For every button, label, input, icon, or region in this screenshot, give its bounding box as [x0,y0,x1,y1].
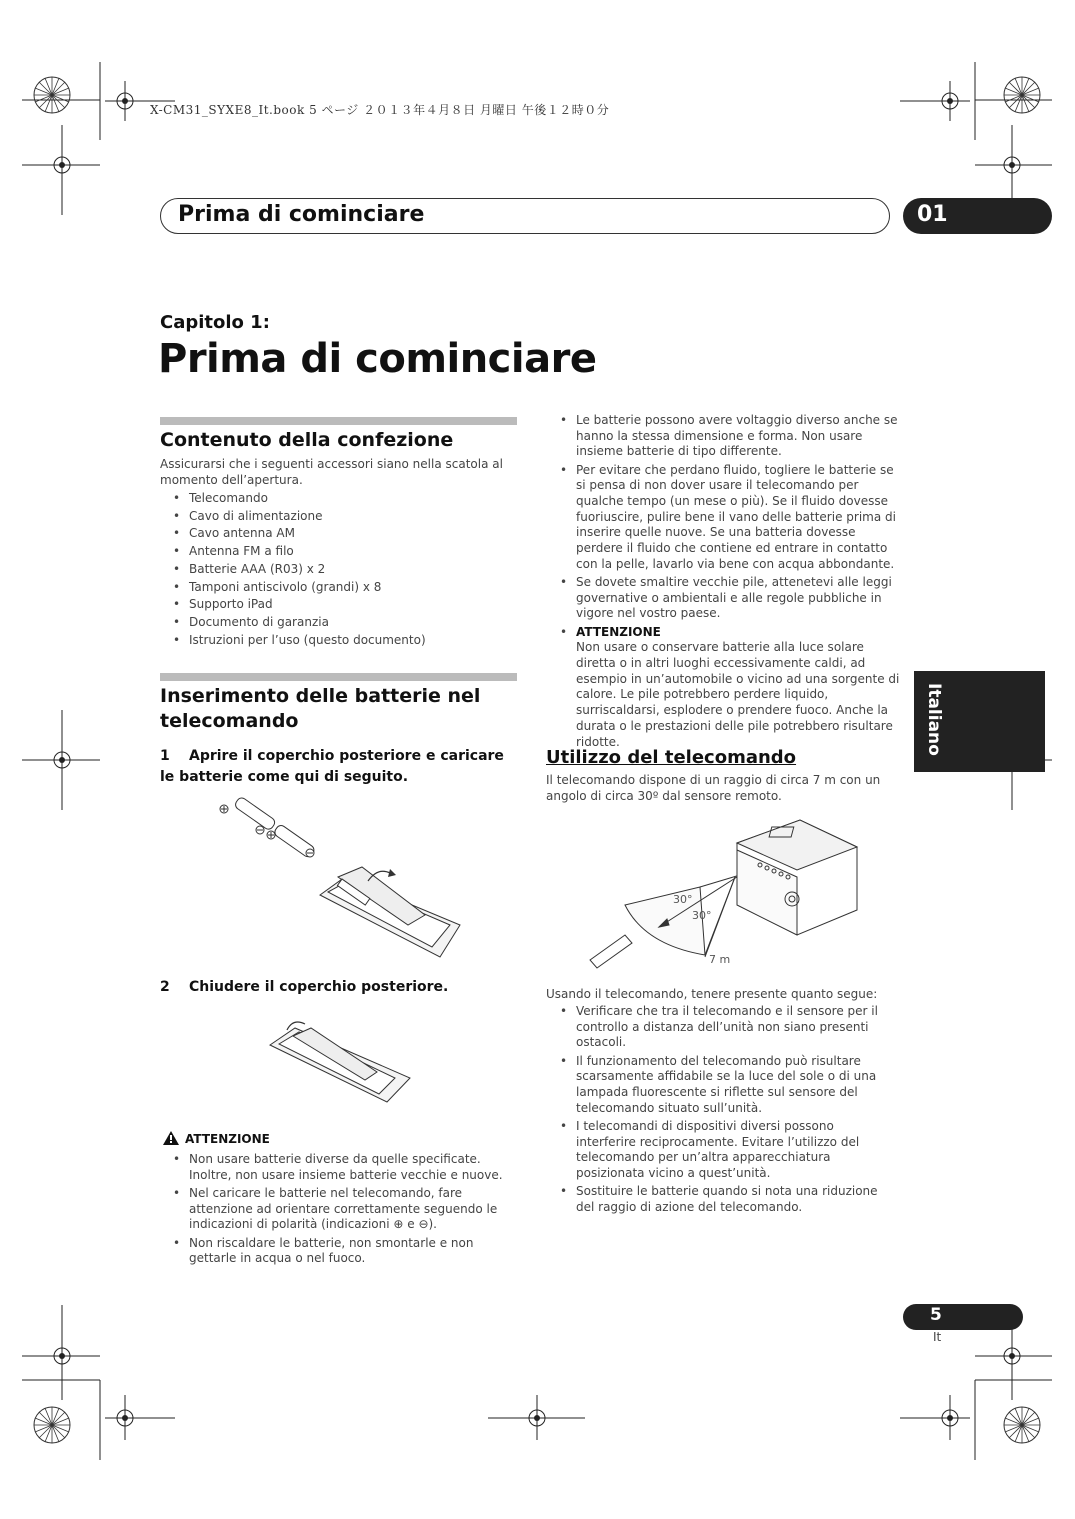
chapter-label: Capitolo 1: [160,312,270,333]
list-item: • Verificare che tra il telecomando e il sensore per il controllo a distanza dell’unità non siano presenti ostacoli. [547,1004,892,1051]
step-2 [160,977,517,998]
list-item: • Telecomando [160,490,517,508]
chapter-number: 01 [917,202,948,227]
list-item [547,625,905,751]
distance-label: 7 m [709,953,731,966]
remote-range-diagram [585,815,865,975]
battery-insertion-illustration [210,797,470,972]
list-item: • Le batterie possono avere voltaggio diverso anche se hanno la stessa dimensione e forma. Non usare insieme batterie di tipo differente. [547,413,905,460]
section-rule [160,673,517,681]
print-slug: X-CM31_SYXE8_It.book 5 ページ ２０１３年４月８日 月曜日 午後１２時０分 [150,103,610,117]
warning-icon [163,1131,179,1145]
list-item: • Documento di garanzia [160,614,517,632]
list-item: • Non usare batterie diverse da quelle specificate. Inoltre, non usare insieme batterie vecchie e nuove. [160,1152,517,1183]
list-item: • Nel caricare le batterie nel telecomando, fare attenzione ad orientare correttamente seguendo le indicazioni di polarità (indicazioni ⊕ e ⊖). [160,1186,517,1233]
step-number: 1 [160,748,170,764]
language-tab-label: Italiano [924,683,944,756]
section-rule [160,417,517,425]
remote-notes-list [547,1004,892,1218]
list-item: • Per evitare che perdano fluido, togliere le batterie se si pensa di non dover usare il telecomando per qualche tempo (un mese o più). Se il fluido dovesse fuoriuscire, pulire bene il vano delle batterie prima di inserire quelle nuove. Se una batteria dovesse perdere il fluido che contiene ed entrare in contatto con la pelle, lavarlo via bene con acqua abbondante. [547,463,905,573]
remote-use-heading: Utilizzo del telecomando [546,747,797,768]
batteries-heading: Inserimento delle batterie nel telecomando [160,685,481,732]
step-text: Chiudere il coperchio posteriore. [189,979,449,995]
list-item: • Batterie AAA (R03) x 2 [160,561,517,579]
list-item: • Se dovete smaltire vecchie pile, attenetevi alle leggi governative o ambientali e alle regole pubbliche in vigore nel vostro paese. [547,575,905,622]
list-item: • Tamponi antiscivolo (grandi) x 8 [160,579,517,597]
list-item: • Cavo antenna AM [160,525,517,543]
page-number-pill [903,1304,1023,1330]
list-item: • Istruzioni per l’uso (questo documento) [160,632,517,650]
list-item: • Non riscaldare le batterie, non smontarle e non gettarle in acqua o nel fuoco. [160,1236,517,1267]
warning-label: ATTENZIONE [576,624,661,639]
contents-heading: Contenuto della confezione [160,429,454,451]
header-title: Prima di cominciare [178,202,425,227]
close-cover-illustration [265,1010,415,1110]
list-item: • Sostituire le batterie quando si nota una riduzione del raggio di azione del telecomando. [547,1184,892,1215]
caution-list [160,1152,517,1269]
angle-label: 30° [692,909,712,922]
page-language-code: It [933,1330,942,1344]
caution-label: ATTENZIONE [185,1132,270,1146]
chapter-title: Prima di cominciare [158,336,597,382]
contents-list [160,490,517,649]
list-item: • Antenna FM a filo [160,543,517,561]
battery-notes-list [547,413,905,753]
page-number: 5 [930,1305,942,1325]
list-item: • I telecomandi di dispositivi diversi possono interferire reciprocamente. Evitare l’utilizzo del telecomando per un’altra apparecchiatura posizionata vicino a quest’unità. [547,1119,892,1182]
step-1 [160,746,517,788]
step-text: Aprire il coperchio posteriore e caricare le batterie come qui di seguito. [160,748,504,785]
step-number: 2 [160,979,170,995]
list-item: • Il funzionamento del telecomando può risultare scarsamente affidabile se la luce del sole o di una lampada fluorescente si riflette sul sensore del telecomando situato sull’unità. [547,1054,892,1117]
remote-notes-intro: Usando il telecomando, tenere presente quanto segue: [546,987,878,1001]
list-item: • Cavo di alimentazione [160,508,517,526]
remote-use-intro: Il telecomando dispone di un raggio di circa 7 m con un angolo di circa 30º dal sensore remoto. [546,773,881,803]
list-item: • Supporto iPad [160,596,517,614]
warning-text: Non usare o conservare batterie alla luce solare diretta o in altri luoghi eccessivamente caldi, ad esempio in un’automobile o vicino ad una sorgente di calore. Le pile potrebbero perdere liquido, surriscaldarsi, esplodere o prendere fuoco. Anche la durata o le prestazioni delle pile potrebbero risultare ridotte. [576,640,900,749]
contents-intro: Assicurarsi che i seguenti accessori siano nella scatola al momento dell’apertura. [160,457,503,487]
angle-label: 30° [673,893,693,906]
